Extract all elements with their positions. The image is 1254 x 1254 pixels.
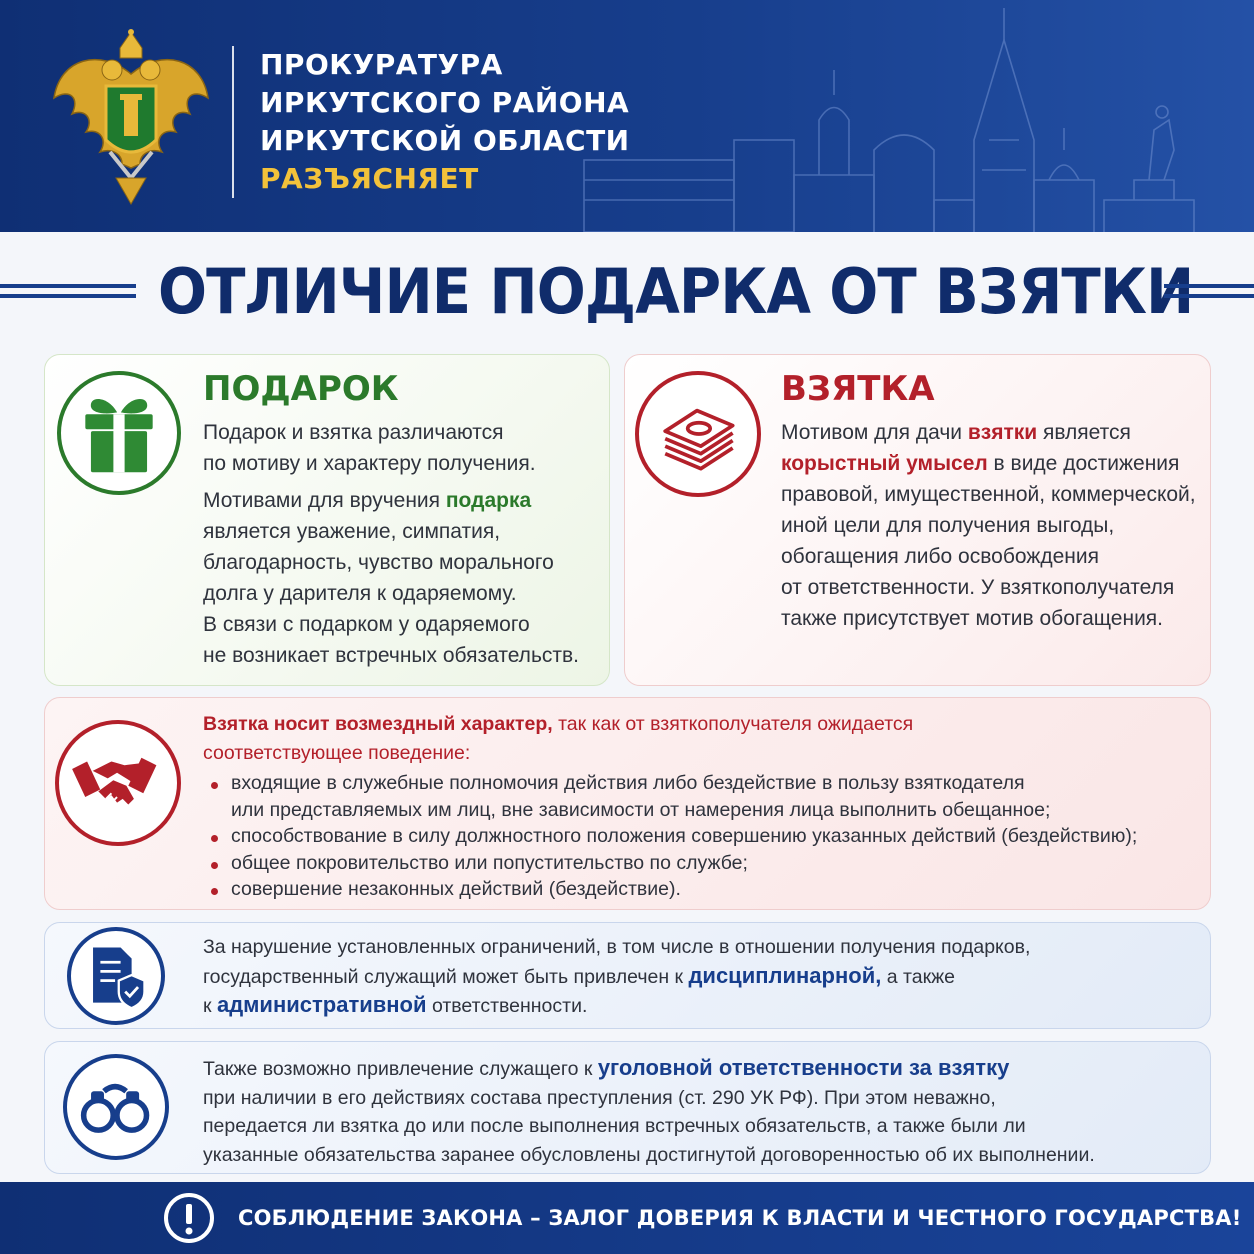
- discipline-text-line: к административной ответственности.: [203, 992, 588, 1017]
- document-shield-icon: [71, 931, 161, 1021]
- header-banner: [0, 0, 1254, 232]
- bribe-card: [624, 354, 1211, 686]
- gift-motives: [203, 485, 579, 671]
- bribe-description: [781, 417, 1196, 634]
- gift-text-line: не возникает встречных обязательств.: [203, 644, 579, 667]
- handcuffs-icon: [67, 1058, 165, 1156]
- criminal-text-line: при наличии в его действиях состава преступления (ст. 290 УК РФ). При этом неважно,: [203, 1086, 996, 1109]
- reciprocal-lead: [203, 710, 913, 767]
- criminal-text-line: указанные обязательства заранее обусловлены достигнутой договоренностью об их выполнении.: [203, 1143, 1095, 1166]
- discipline-card: [44, 922, 1211, 1029]
- criminal-text-line: Также возможно привлечение служащего к уголовной ответственности за взятку: [203, 1055, 1010, 1080]
- bribe-text-line: также присутствует мотив обогащения.: [781, 607, 1163, 630]
- footer-banner: [0, 1182, 1254, 1254]
- city-skyline-illustration: [574, 0, 1254, 232]
- list-item: способствование в силу должностного положения совершению указанных действий (бездействию);: [203, 823, 1137, 850]
- page-title: ОТЛИЧИЕ ПОДАРКА ОТ ВЗЯТКИ: [158, 255, 1194, 328]
- exclamation-icon: [163, 1192, 215, 1244]
- bribe-title: ВЗЯТКА: [781, 369, 935, 409]
- org-line-2: ИРКУТСКОГО РАЙОНА: [260, 86, 630, 119]
- bribe-text-line: обогащения либо освобождения: [781, 545, 1099, 568]
- gift-icon-circle: [57, 371, 181, 495]
- discipline-text-line: государственный служащий может быть привлечен к дисциплинарной, а также: [203, 962, 956, 988]
- bribe-text-line: от ответственности. У взяткополучателя: [781, 576, 1175, 599]
- criminal-text: [203, 1054, 1095, 1169]
- bribe-text-line: корыстный умысел в виде достижения: [781, 452, 1180, 475]
- gift-text-line: долга у дарителя к одаряемому.: [203, 582, 517, 605]
- gift-description: [203, 417, 536, 479]
- list-item: совершение незаконных действий (бездействие).: [203, 876, 1137, 903]
- org-line-1: ПРОКУРАТУРА: [260, 48, 503, 81]
- money-stack-icon: [639, 375, 757, 493]
- prosecutor-eagle-emblem: [50, 28, 212, 206]
- criminal-text-line: передается ли взятка до или после выполнения встречных обязательств, а также были ли: [203, 1115, 1026, 1137]
- gift-text-line: благодарность, чувство морального: [203, 551, 554, 574]
- handshake-icon: [59, 724, 177, 842]
- organization-name: [260, 46, 630, 198]
- bribe-text-line: правовой, имущественной, коммерческой,: [781, 483, 1196, 506]
- gift-text-line: Мотивами для вручения подарка: [203, 489, 532, 512]
- bribe-text-line: иной цели для получения выгоды,: [781, 514, 1115, 537]
- gift-text-line: В связи с подарком у одаряемого: [203, 613, 530, 636]
- gift-text-line: Подарок и взятка различаются: [203, 421, 504, 444]
- list-item: входящие в служебные полномочия действия либо бездействие в пользу взяткодателя или представляемых им лиц, вне зависимости от намерения лица выполнить обещанное;: [203, 770, 1137, 823]
- title-rule-left: [0, 284, 136, 298]
- discipline-text-line: За нарушение установленных ограничений, в том числе в отношении получения подарков,: [203, 936, 1031, 958]
- list-item: общее покровительство или попустительство по службе;: [203, 850, 1137, 877]
- title-rule-right: [1164, 284, 1254, 298]
- reciprocal-lead-line: Взятка носит возмездный характер, так как от взяткополучателя ожидается: [203, 713, 914, 735]
- org-line-3: ИРКУТСКОЙ ОБЛАСТИ: [260, 124, 630, 157]
- gift-text-line: по мотиву и характеру получения.: [203, 452, 536, 475]
- discipline-text: [203, 933, 1030, 1021]
- money-icon-circle: [635, 371, 761, 497]
- gift-title: ПОДАРОК: [203, 369, 399, 409]
- criminal-liability-card: [44, 1041, 1211, 1174]
- org-action: РАЗЪЯСНЯЕТ: [260, 162, 479, 195]
- reciprocal-nature-card: [44, 697, 1211, 910]
- title-row: [0, 246, 1254, 340]
- footer-slogan: СОБЛЮДЕНИЕ ЗАКОНА – ЗАЛОГ ДОВЕРИЯ К ВЛАСТИ И ЧЕСТНОГО ГОСУДАРСТВА!: [238, 1206, 1242, 1230]
- bribe-text-line: Мотивом для дачи взятки является: [781, 421, 1131, 444]
- gift-card: [44, 354, 610, 686]
- handshake-icon-circle: [55, 720, 181, 846]
- handcuffs-icon-circle: [63, 1054, 169, 1160]
- header-divider: [232, 46, 234, 198]
- reciprocal-lead-line: соответствующее поведение:: [203, 741, 471, 764]
- gift-icon: [61, 375, 177, 491]
- gift-text-line: является уважение, симпатия,: [203, 520, 501, 543]
- document-icon-circle: [67, 927, 165, 1025]
- behavior-list: [203, 770, 1137, 903]
